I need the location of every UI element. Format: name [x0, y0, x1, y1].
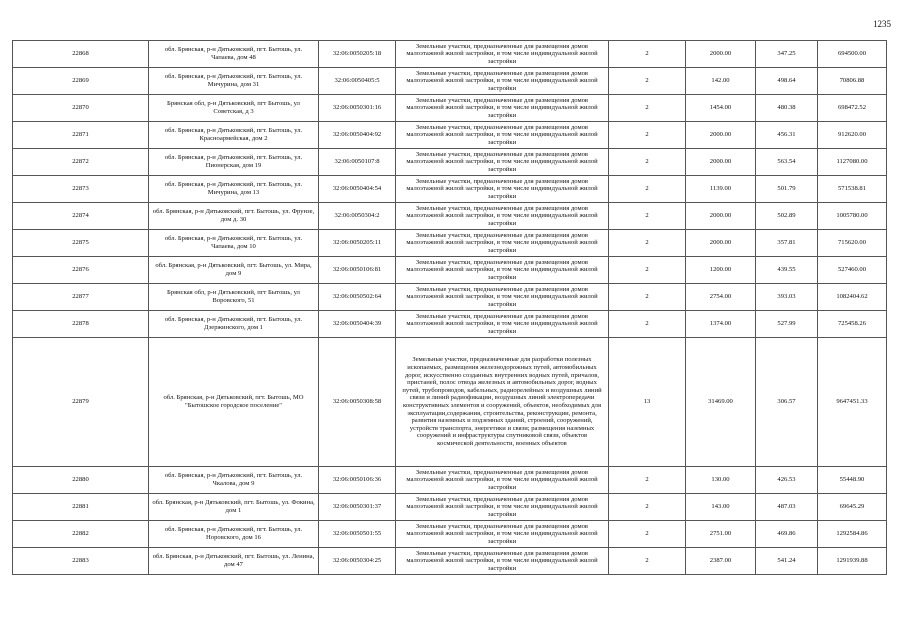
cadastral-value-cell: 698472.52: [818, 95, 887, 122]
cadastral-value-cell: 571538.81: [818, 176, 887, 203]
row-number: 22872: [13, 149, 149, 176]
land-purpose-cell: Земельные участки, предназначенные для размещения домов малоэтажной жилой застройки, в том числе индивидуальной жилой застройки: [396, 41, 609, 68]
cadastral-value-cell: 70806.88: [818, 68, 887, 95]
row-number: 22869: [13, 68, 149, 95]
cadastral-number-cell: 32:06:0050308:58: [319, 338, 396, 467]
land-purpose-cell: Земельные участки, предназначенные для размещения домов малоэтажной жилой застройки, в том числе индивидуальной жилой застройки: [396, 95, 609, 122]
cadastral-number-cell: 32:06:0050404:92: [319, 122, 396, 149]
specific-value-cell: 456.31: [756, 122, 818, 149]
group-number-cell: 2: [609, 467, 686, 494]
table-row: [13, 149, 887, 176]
cadastral-value-cell: 1127080.00: [818, 149, 887, 176]
table-row: [13, 338, 887, 467]
cadastral-value-cell: 55448.90: [818, 467, 887, 494]
cadastral-value-cell: 9647451.33: [818, 338, 887, 467]
specific-value-cell: 347.25: [756, 41, 818, 68]
table-row: [13, 176, 887, 203]
row-number: 22874: [13, 203, 149, 230]
table-row: [13, 95, 887, 122]
table-row: [13, 68, 887, 95]
table-row: [13, 494, 887, 521]
cadastral-value-cell: 1005780.00: [818, 203, 887, 230]
cadastral-number-cell: 32:06:0050301:37: [319, 494, 396, 521]
cadastral-number-cell: 32:06:0050304:2: [319, 203, 396, 230]
area-cell: 2000.00: [686, 122, 756, 149]
group-number-cell: 2: [609, 311, 686, 338]
cadastral-number-cell: 32:06:0050501:55: [319, 521, 396, 548]
table-row: [13, 41, 887, 68]
group-number-cell: 2: [609, 284, 686, 311]
cadastral-number-cell: 32:06:0050106:36: [319, 467, 396, 494]
group-number-cell: 13: [609, 338, 686, 467]
area-cell: 2751.00: [686, 521, 756, 548]
area-cell: 130.00: [686, 467, 756, 494]
address-cell: обл. Брянская, р-н Дятьковский, пгт. Бытошь, ул. Мира, дом 9: [149, 257, 319, 284]
cadastral-number-cell: 32:06:0050205:11: [319, 230, 396, 257]
specific-value-cell: 306.57: [756, 338, 818, 467]
land-purpose-cell: Земельные участки, предназначенные для размещения домов малоэтажной жилой застройки, в том числе индивидуальной жилой застройки: [396, 494, 609, 521]
address-cell: обл. Брянская, р-н Дятьковский, пгт. Бытошь, ул. Чапаева, дом 48: [149, 41, 319, 68]
table-row: [13, 521, 887, 548]
cadastral-number-cell: 32:06:0050107:8: [319, 149, 396, 176]
specific-value-cell: 541.24: [756, 548, 818, 575]
row-number: 22883: [13, 548, 149, 575]
land-purpose-cell: Земельные участки, предназначенные для размещения домов малоэтажной жилой застройки, в том числе индивидуальной жилой застройки: [396, 548, 609, 575]
address-cell: обл. Брянская, р-н Дятьковский, пгт. Бытошь, ул. Фокина, дом 1: [149, 494, 319, 521]
address-cell: обл. Брянская, р-н Дятьковский, пгт. Бытошь, МО "Бытошское городское поселение": [149, 338, 319, 467]
row-number: 22876: [13, 257, 149, 284]
specific-value-cell: 426.53: [756, 467, 818, 494]
cadastral-number-cell: 32:06:0050405:5: [319, 68, 396, 95]
land-purpose-cell: Земельные участки, предназначенные для размещения домов малоэтажной жилой застройки, в том числе индивидуальной жилой застройки: [396, 257, 609, 284]
area-cell: 1454.00: [686, 95, 756, 122]
table-row: [13, 311, 887, 338]
table-row: [13, 467, 887, 494]
address-cell: обл. Брянская, р-н Дятьковский, пгт. Бытошь, ул. Чкалова, дом 9: [149, 467, 319, 494]
group-number-cell: 2: [609, 122, 686, 149]
address-cell: обл. Брянская, р-н Дятьковский, пгт. Бытошь, ул. Мичурина, дом 31: [149, 68, 319, 95]
specific-value-cell: 357.81: [756, 230, 818, 257]
cadastral-value-cell: 725458.26: [818, 311, 887, 338]
cadastral-value-cell: 1291939.88: [818, 548, 887, 575]
land-purpose-cell: Земельные участки, предназначенные для размещения домов малоэтажной жилой застройки, в том числе индивидуальной жилой застройки: [396, 311, 609, 338]
land-purpose-cell: Земельные участки, предназначенные для размещения домов малоэтажной жилой застройки, в том числе индивидуальной жилой застройки: [396, 122, 609, 149]
address-cell: обл. Брянская, р-н Дятьковский, пгт. Бытошь, ул. Пионерская, дом 19: [149, 149, 319, 176]
area-cell: 31469.00: [686, 338, 756, 467]
group-number-cell: 2: [609, 521, 686, 548]
table-body: [13, 41, 887, 575]
land-purpose-cell: Земельные участки, предназначенные для размещения домов малоэтажной жилой застройки, в том числе индивидуальной жилой застройки: [396, 230, 609, 257]
address-cell: обл. Брянская, р-н Дятьковский, пгт. Бытошь, ул. Красноармейская, дом 2: [149, 122, 319, 149]
address-cell: обл. Брянская, р-н Дятьковский, пгт. Бытошь, ул. Норовского, дом 16: [149, 521, 319, 548]
table-row: [13, 284, 887, 311]
row-number: 22870: [13, 95, 149, 122]
specific-value-cell: 480.38: [756, 95, 818, 122]
area-cell: 2000.00: [686, 149, 756, 176]
area-cell: 2000.00: [686, 41, 756, 68]
specific-value-cell: 393.03: [756, 284, 818, 311]
land-purpose-cell: Земельные участки, предназначенные для размещения домов малоэтажной жилой застройки, в том числе индивидуальной жилой застройки: [396, 203, 609, 230]
cadastral-value-cell: 1082404.62: [818, 284, 887, 311]
table-row: [13, 203, 887, 230]
group-number-cell: 2: [609, 230, 686, 257]
table-row: [13, 548, 887, 575]
specific-value-cell: 469.86: [756, 521, 818, 548]
row-number: 22873: [13, 176, 149, 203]
land-purpose-cell: Земельные участки, предназначенные для размещения домов малоэтажной жилой застройки, в том числе индивидуальной жилой застройки: [396, 149, 609, 176]
table-row: [13, 122, 887, 149]
address-cell: обл. Брянская, р-н Дятьковский, пгт. Бытошь, ул. Дзержинского, дом 1: [149, 311, 319, 338]
land-purpose-cell: Земельные участки, предназначенные для размещения домов малоэтажной жилой застройки, в том числе индивидуальной жилой застройки: [396, 521, 609, 548]
row-number: 22875: [13, 230, 149, 257]
address-cell: Брянская обл, р-н Дятьковский, пгт Бытошь, ул Советская, д 3: [149, 95, 319, 122]
table-row: [13, 257, 887, 284]
area-cell: 2387.00: [686, 548, 756, 575]
cadastral-number-cell: 32:06:0050205:18: [319, 41, 396, 68]
cadastral-number-cell: 32:06:0050502:64: [319, 284, 396, 311]
land-purpose-cell: Земельные участки, предназначенные для размещения домов малоэтажной жилой застройки, в том числе индивидуальной жилой застройки: [396, 68, 609, 95]
cadastral-number-cell: 32:06:0050106:81: [319, 257, 396, 284]
address-cell: Брянская обл, р-н Дятьковский, пгт Бытошь, ул Воровского, 51: [149, 284, 319, 311]
cadastral-value-cell: 69645.29: [818, 494, 887, 521]
cadastral-value-cell: 694500.00: [818, 41, 887, 68]
row-number: 22877: [13, 284, 149, 311]
group-number-cell: 2: [609, 68, 686, 95]
group-number-cell: 2: [609, 41, 686, 68]
cadastral-value-table: [12, 40, 887, 575]
specific-value-cell: 487.03: [756, 494, 818, 521]
area-cell: 1139.00: [686, 176, 756, 203]
row-number: 22878: [13, 311, 149, 338]
land-purpose-cell: Земельные участки, предназначенные для размещения домов малоэтажной жилой застройки, в том числе индивидуальной жилой застройки: [396, 176, 609, 203]
group-number-cell: 2: [609, 95, 686, 122]
cadastral-value-cell: 912620.00: [818, 122, 887, 149]
address-cell: обл. Брянская, р-н Дятьковский, пгт. Бытошь, ул. Фрунзе, дом д. 30: [149, 203, 319, 230]
row-number: 22871: [13, 122, 149, 149]
table-row: [13, 230, 887, 257]
row-number: 22882: [13, 521, 149, 548]
area-cell: 1374.00: [686, 311, 756, 338]
land-purpose-cell: Земельные участки, предназначенные для разработки полезных ископаемых, размещения железнодорожных путей, автомобильных дорог, искусственно созданных внутренних водных путей, причалов, пристаней, полос отвода железных и автомобильных дорог, водных путей, трубопроводов, кабельных, радиорелейных и воздушных линий связи и линий радиофикации, воздушных линий электропередачи конструктивных элементов и сооружений, объектов, необходимых для эксплуатации,содержания, строительства, реконструкции, ремонта, развития наземных и подземных зданий, строений, сооружений, устройств транспорта, энергетики и связи; размещения наземных сооружений и инфраструктуры спутниковой связи, объектов космической деятельности, военных объектов: [396, 338, 609, 467]
specific-value-cell: 563.54: [756, 149, 818, 176]
group-number-cell: 2: [609, 176, 686, 203]
cadastral-value-cell: 527460.00: [818, 257, 887, 284]
row-number: 22881: [13, 494, 149, 521]
row-number: 22879: [13, 338, 149, 467]
land-purpose-cell: Земельные участки, предназначенные для размещения домов малоэтажной жилой застройки, в том числе индивидуальной жилой застройки: [396, 284, 609, 311]
area-cell: 2000.00: [686, 230, 756, 257]
cadastral-number-cell: 32:06:0050404:39: [319, 311, 396, 338]
address-cell: обл. Брянская, р-н Дятьковский, пгт. Бытошь, ул. Чапаева, дом 10: [149, 230, 319, 257]
area-cell: 1200.00: [686, 257, 756, 284]
group-number-cell: 2: [609, 149, 686, 176]
cadastral-value-cell: 715620.00: [818, 230, 887, 257]
specific-value-cell: 527.99: [756, 311, 818, 338]
cadastral-number-cell: 32:06:0050301:16: [319, 95, 396, 122]
area-cell: 2000.00: [686, 203, 756, 230]
page-number: 1235: [873, 19, 891, 29]
group-number-cell: 2: [609, 548, 686, 575]
specific-value-cell: 501.79: [756, 176, 818, 203]
cadastral-number-cell: 32:06:0050304:25: [319, 548, 396, 575]
area-cell: 142.00: [686, 68, 756, 95]
group-number-cell: 2: [609, 494, 686, 521]
cadastral-number-cell: 32:06:0050404:54: [319, 176, 396, 203]
area-cell: 2754.00: [686, 284, 756, 311]
specific-value-cell: 502.89: [756, 203, 818, 230]
address-cell: обл. Брянская, р-н Дятьковский, пгт. Бытошь, ул. Мичурина, дом 13: [149, 176, 319, 203]
cadastral-value-cell: 1292584.86: [818, 521, 887, 548]
area-cell: 143.00: [686, 494, 756, 521]
address-cell: обл. Брянская, р-н Дятьковский, пгт. Бытошь, ул. Ленина, дом 47: [149, 548, 319, 575]
row-number: 22880: [13, 467, 149, 494]
row-number: 22868: [13, 41, 149, 68]
group-number-cell: 2: [609, 203, 686, 230]
land-purpose-cell: Земельные участки, предназначенные для размещения домов малоэтажной жилой застройки, в том числе индивидуальной жилой застройки: [396, 467, 609, 494]
specific-value-cell: 439.55: [756, 257, 818, 284]
specific-value-cell: 498.64: [756, 68, 818, 95]
group-number-cell: 2: [609, 257, 686, 284]
